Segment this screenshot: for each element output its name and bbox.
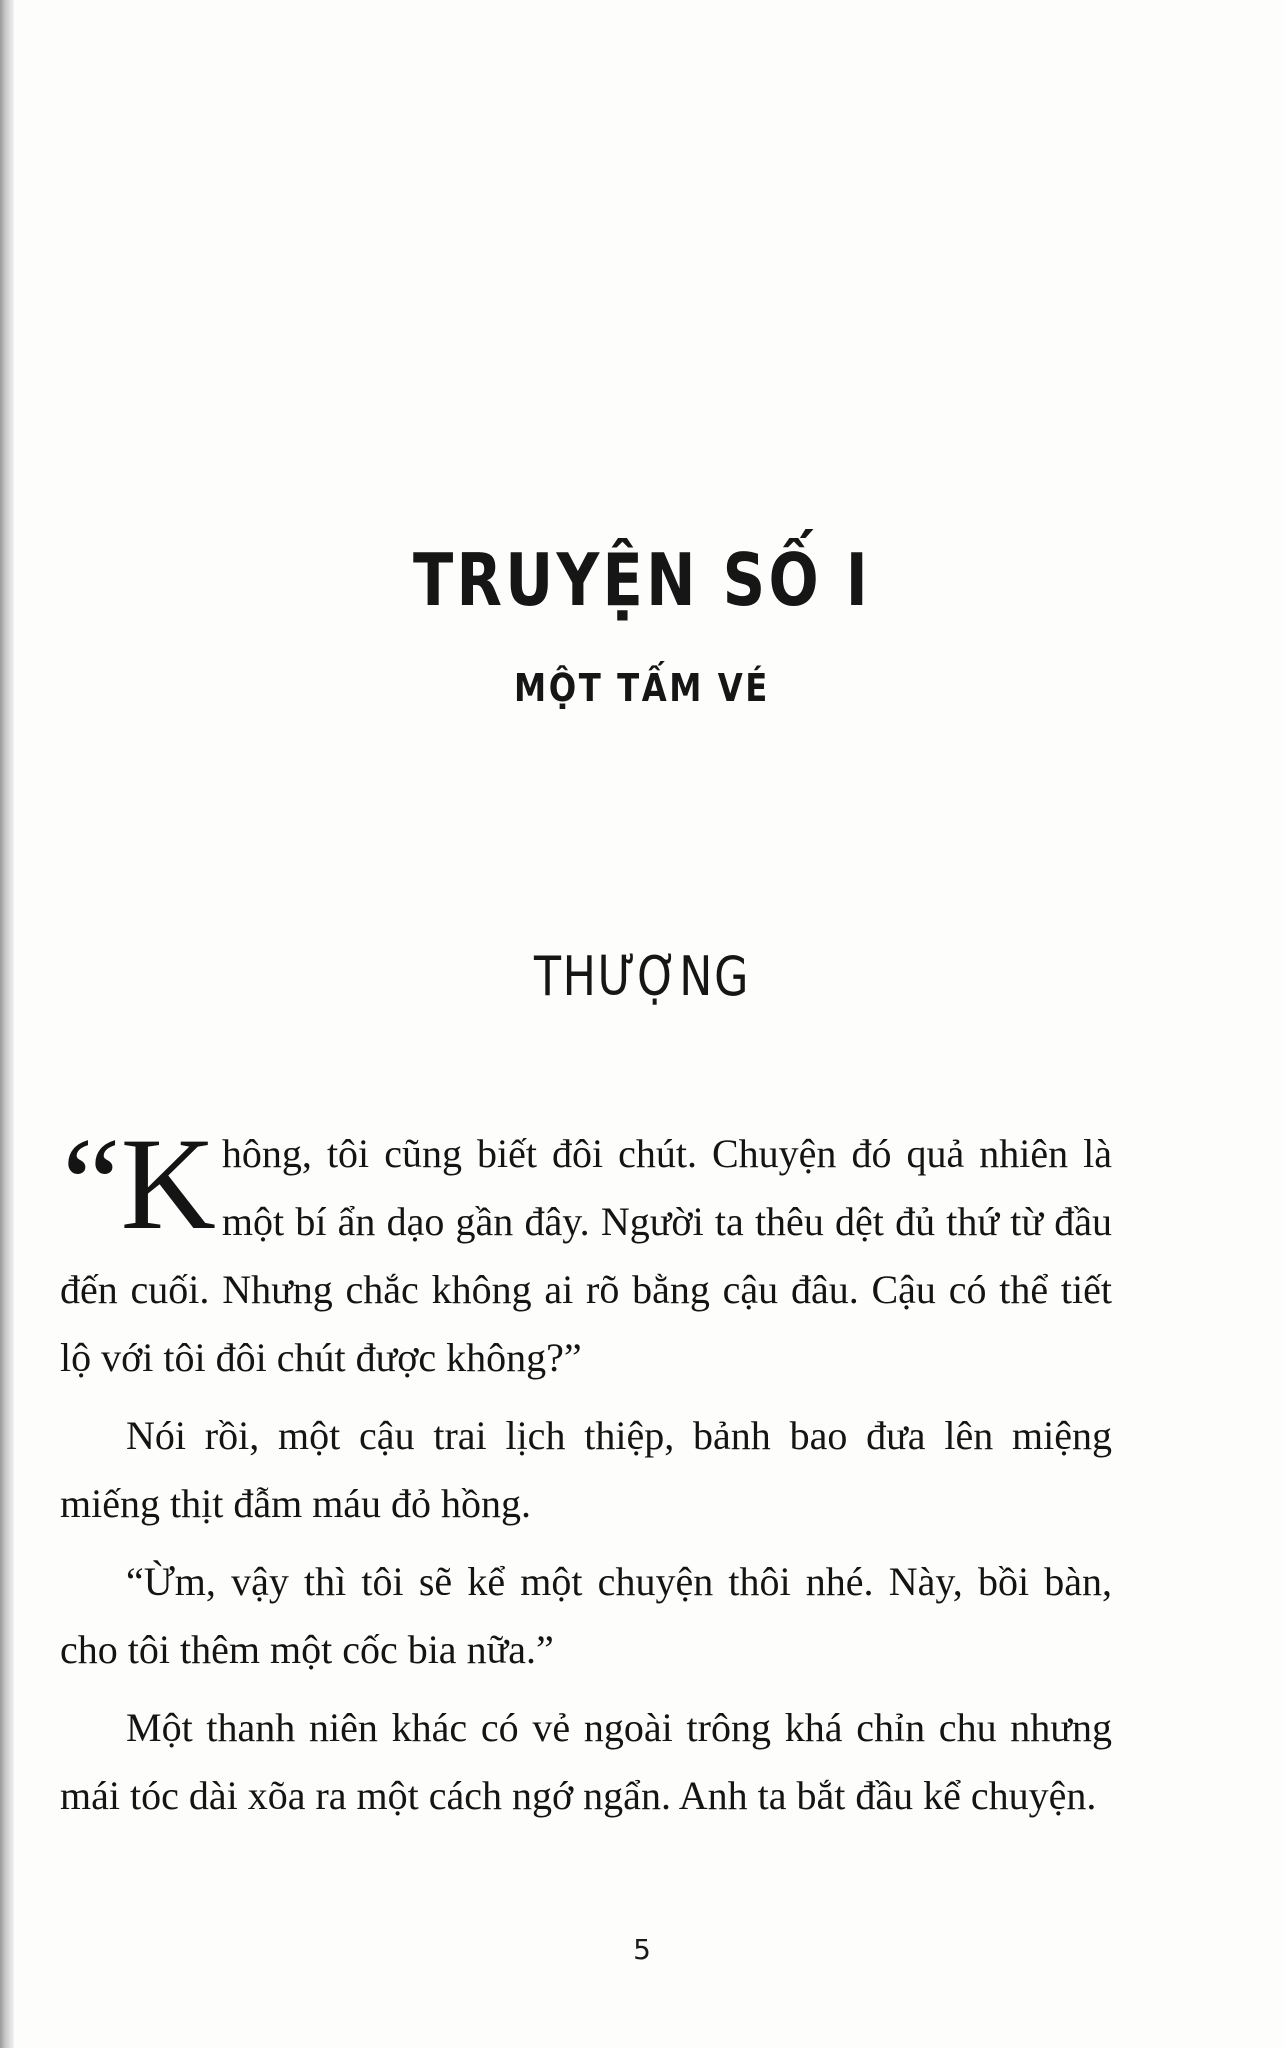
- body-text: [60, 1110, 1112, 1840]
- paragraph-1: [60, 1110, 1112, 1392]
- dropcap-wrapper: [62, 1110, 216, 1257]
- paragraph-4: Một thanh niên khác có vẻ ngoài trông khá chỉn chu nhưng mái tóc dài xõa ra một cách ngớ ngẩn. Anh ta bắt đầu kể chuyện.: [60, 1705, 1112, 1818]
- paragraph-2: Nói rồi, một cậu trai lịch thiệp, bảnh bao đưa lên miệng miếng thịt đẫm máu đỏ hồng.: [60, 1413, 1112, 1526]
- chapter-subtitle: MỘT TẤM VÉ: [514, 666, 770, 710]
- paragraph-3: “Ừm, vậy thì tôi sẽ kể một chuyện thôi nhé. Này, bồi bàn, cho tôi thêm một cốc bia nữa.”: [60, 1559, 1112, 1672]
- page-number: 5: [633, 1933, 651, 1966]
- paragraph-1-text: hông, tôi cũng biết đôi chút. Chuyện đó quả nhiên là một bí ẩn dạo gần đây. Người ta thêu dệt đủ thứ từ đầu đến cuối. Nhưng chắc không ai rõ bằng cậu đâu. Cậu có thể tiết lộ với tôi đôi chút được không?”: [60, 1131, 1112, 1380]
- chapter-title: TRUYỆN SỐ I: [412, 538, 872, 622]
- binding-shadow: [0, 0, 14, 2048]
- opening-quote: “: [62, 1110, 121, 1257]
- dropcap-letter: K: [120, 1110, 216, 1257]
- section-heading: THƯỢNG: [533, 945, 751, 1008]
